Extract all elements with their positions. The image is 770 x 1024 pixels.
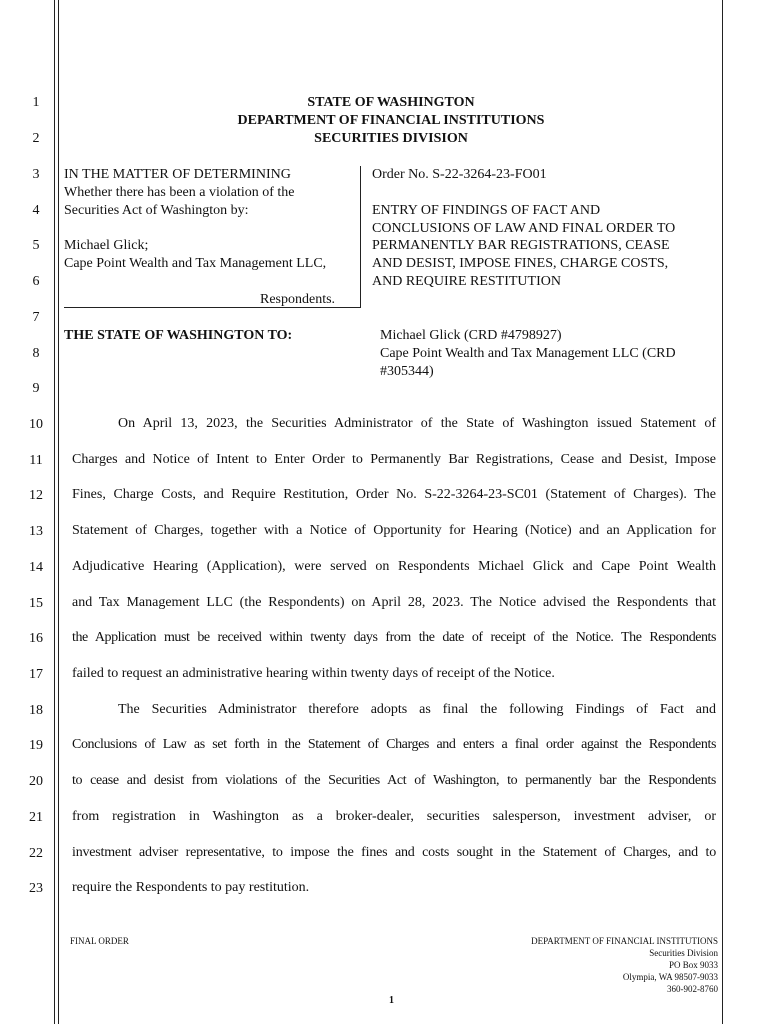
caption-divider-vertical [360, 166, 361, 308]
matter-line-2: Whether there has been a violation of the [64, 185, 295, 200]
line-number: 20 [29, 774, 43, 789]
body-line: failed to request an administrative hearing within twenty days of receipt of the Notice. [72, 666, 555, 681]
line-number: 6 [32, 274, 40, 289]
matter-line-1: IN THE MATTER OF DETERMINING [64, 167, 291, 182]
line-number: 14 [29, 560, 43, 575]
caption-divider-horizontal [64, 307, 361, 308]
line-number: 22 [29, 846, 43, 861]
body-line: The Securities Administrator therefore adopts as final the following Findings of Fact and [118, 702, 716, 717]
body-line: from registration in Washington as a broker-dealer, securities salesperson, investment adviser, or [72, 809, 716, 824]
footer-final-order: FINAL ORDER [70, 936, 129, 946]
order-title-line-2: CONCLUSIONS OF LAW AND FINAL ORDER TO [372, 221, 676, 236]
footer-division: Securities Division [649, 948, 718, 958]
line-number: 1 [32, 95, 40, 110]
respondent-1: Michael Glick; [64, 238, 149, 253]
body-line: the Application must be received within twenty days from the date of receipt of the Notice. The Respondents [72, 630, 716, 645]
line-number: 21 [29, 810, 43, 825]
left-margin-rule-outer [54, 0, 55, 1024]
recipient-2-line-2: #305344) [380, 364, 434, 379]
order-title-line-4: AND DESIST, IMPOSE FINES, CHARGE COSTS, [372, 256, 669, 271]
line-number: 10 [29, 417, 43, 432]
body-line: On April 13, 2023, the Securities Administrator of the State of Washington issued Statement of [118, 416, 716, 431]
line-number: 2 [32, 131, 40, 146]
body-line: investment adviser representative, to impose the fines and costs sought in the Statement of Charges, and to [72, 845, 716, 860]
to-label: THE STATE OF WASHINGTON TO: [64, 328, 293, 343]
line-number: 8 [32, 346, 40, 361]
header-state: STATE OF WASHINGTON [307, 95, 475, 110]
order-title-line-1: ENTRY OF FINDINGS OF FACT AND [372, 203, 601, 218]
order-title-line-5: AND REQUIRE RESTITUTION [372, 274, 561, 289]
line-number: 4 [32, 203, 40, 218]
header-department: DEPARTMENT OF FINANCIAL INSTITUTIONS [237, 113, 545, 128]
matter-line-3: Securities Act of Washington by: [64, 203, 249, 218]
footer-po-box: PO Box 9033 [668, 960, 718, 970]
line-number: 5 [32, 238, 40, 253]
line-number: 3 [32, 167, 40, 182]
line-number: 11 [29, 453, 43, 468]
line-number: 9 [32, 381, 40, 396]
right-margin-rule [722, 0, 723, 1024]
body-line: to cease and desist from violations of the Securities Act of Washington, to permanently bar the Respondents [72, 773, 716, 788]
line-number: 16 [29, 631, 43, 646]
body-line: Charges and Notice of Intent to Enter Order to Permanently Bar Registrations, Cease and Desist, Impose [72, 452, 716, 467]
body-line: Conclusions of Law as set forth in the Statement of Charges and enters a final order against the Respondents [72, 737, 716, 752]
respondents-label: Respondents. [260, 292, 336, 307]
body-line: Adjudicative Hearing (Application), were served on Respondents Michael Glick and Cape Point Wealth [72, 559, 716, 574]
line-number: 18 [29, 703, 43, 718]
line-number: 12 [29, 488, 43, 503]
page-number: 1 [389, 995, 394, 1006]
line-number: 7 [32, 310, 40, 325]
footer-city: Olympia, WA 98507-9033 [622, 972, 718, 982]
order-number: Order No. S-22-3264-23-FO01 [372, 167, 547, 182]
body-line: require the Respondents to pay restitution. [72, 880, 310, 895]
respondent-2: Cape Point Wealth and Tax Management LLC, [64, 256, 327, 271]
body-line: Fines, Charge Costs, and Require Restitution, Order No. S-22-3264-23-SC01 (Statement of Charges). The [72, 487, 716, 502]
line-number: 23 [29, 881, 43, 896]
order-title-line-3: PERMANENTLY BAR REGISTRATIONS, CEASE [372, 238, 670, 253]
line-number: 13 [29, 524, 43, 539]
recipient-2-line-1: Cape Point Wealth and Tax Management LLC (CRD [380, 346, 676, 361]
footer-dept: DEPARTMENT OF FINANCIAL INSTITUTIONS [531, 936, 718, 946]
footer-address [531, 935, 718, 995]
body-line: Statement of Charges, together with a Notice of Opportunity for Hearing (Notice) and an Application for [72, 523, 716, 538]
recipient-1: Michael Glick (CRD #4798927) [380, 328, 562, 343]
left-margin-rule-inner [58, 0, 59, 1024]
footer-phone: 360-902-8760 [667, 984, 718, 994]
body-line: and Tax Management LLC (the Respondents) on April 28, 2023. The Notice advised the Respondents that [72, 595, 716, 610]
line-number: 17 [29, 667, 43, 682]
line-number: 19 [29, 738, 43, 753]
line-number: 15 [29, 596, 43, 611]
header-division: SECURITIES DIVISION [314, 131, 468, 146]
